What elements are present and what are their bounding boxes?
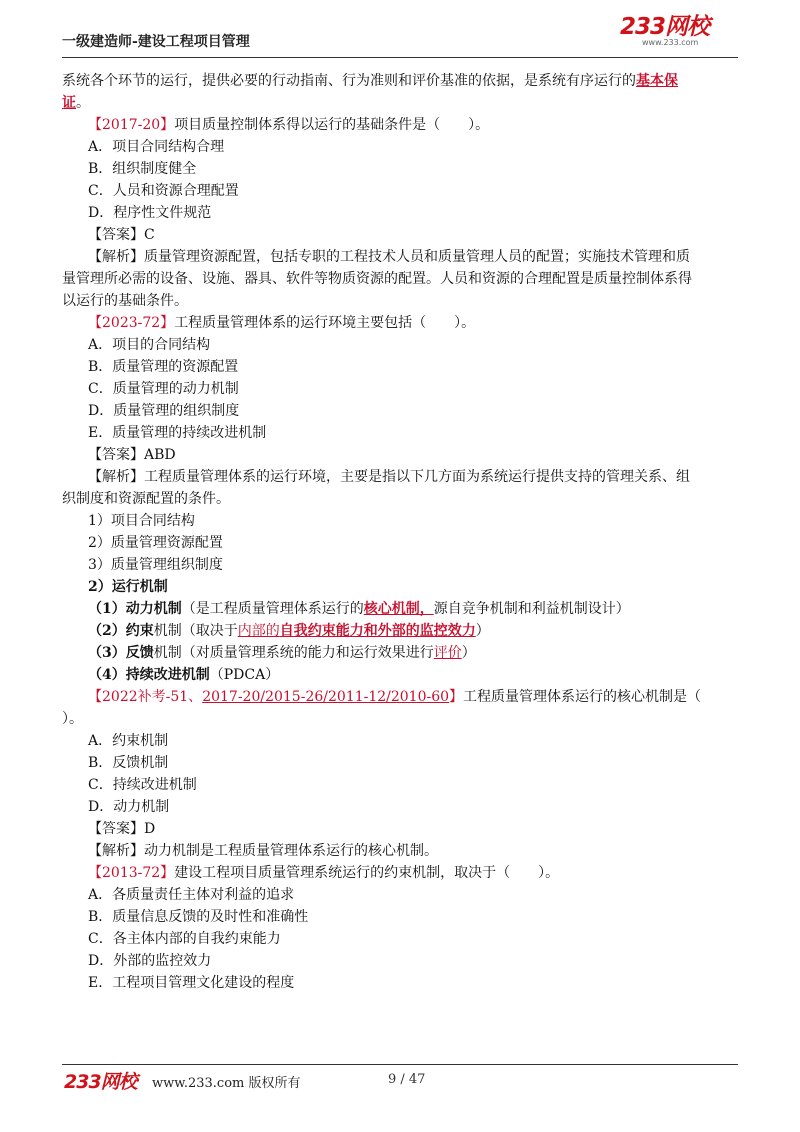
- option: A．项目合同结构合理: [88, 139, 225, 155]
- option: C．持续改进机制: [88, 777, 197, 793]
- section-heading: 2）运行机制: [88, 579, 168, 595]
- highlight: 核心机制，: [363, 601, 434, 617]
- highlight: 评价: [433, 645, 462, 661]
- footer-copyright: www.233.com 版权所有: [152, 1076, 301, 1091]
- question-tag: 2017-20/2015-26/2011-12/2010-60: [202, 689, 450, 705]
- question-stem: 【2017-20】项目质量控制体系得以运行的基础条件是（ ）。: [88, 117, 490, 133]
- logo-url: www.233.com: [642, 38, 699, 47]
- answer: 【答案】C: [88, 227, 155, 243]
- option: B．质量信息反馈的及时性和准确性: [88, 909, 309, 925]
- explanation: 【解析】质量管理资源配置，包括专职的工程技术人员和质量管理人员的配置；实施技术管理和质: [88, 249, 690, 265]
- paragraph-line: 证。: [62, 95, 90, 111]
- question-tag: 【2022补考-51、: [88, 689, 203, 705]
- explanation: 织制度和资源配置的条件。: [62, 491, 230, 507]
- paragraph-line: 系统各个环节的运行，提供必要的行动指南、行为准则和评价基准的依据，是系统有序运行的基本保: [62, 73, 678, 89]
- explanation: 以运行的基础条件。: [62, 293, 188, 309]
- option: A．项目的合同结构: [88, 337, 211, 353]
- list-item: （3）反馈机制（对质量管理系统的能力和运行效果进行评价）: [88, 645, 476, 661]
- option: C．质量管理的动力机制: [88, 381, 239, 397]
- option: D．质量管理的组织制度: [88, 403, 240, 419]
- question-stem: 【2023-72】工程质量管理体系的运行环境主要包括（ ）。: [88, 315, 476, 331]
- list-item: 1）项目合同结构: [88, 513, 195, 529]
- option: B．质量管理的资源配置: [88, 359, 239, 375]
- list-item: 2）质量管理资源配置: [88, 535, 223, 551]
- header-divider: [62, 57, 738, 58]
- page-number: 9 / 47: [388, 1072, 426, 1087]
- list-item: （4）持续改进机制（PDCA）: [88, 667, 280, 683]
- explanation: 【解析】工程质量管理体系的运行环境，主要是指以下几方面为系统运行提供支持的管理关系、组: [88, 469, 690, 485]
- answer: 【答案】ABD: [88, 447, 176, 463]
- footer-divider: [62, 1064, 738, 1065]
- answer: 【答案】D: [88, 821, 156, 837]
- option: B．反馈机制: [88, 755, 169, 771]
- option: A．约束机制: [88, 733, 169, 749]
- list-item: （2）约束机制（取决于内部的自我约束能力和外部的监控效力）: [88, 623, 490, 639]
- question-stem: 【2022补考-51、2017-20/2015-26/2011-12/2010-60】工程质量管理体系运行的核心机制是（: [88, 689, 702, 705]
- highlight: 基本保: [636, 73, 678, 89]
- list-item: （1）动力机制（是工程质量管理体系运行的核心机制，源自竞争机制和利益机制设计）: [88, 601, 630, 617]
- explanation: 量管理所必需的设备、设施、器具、软件等物质资源的配置。人员和资源的合理配置是质量控制体系得: [62, 271, 692, 287]
- question-tag: 【2017-20】: [88, 117, 175, 133]
- logo-text: 233网校: [620, 14, 710, 40]
- question-tag: 【2023-72】: [88, 315, 175, 331]
- brand-logo: [620, 14, 738, 54]
- option: E．工程项目管理文化建设的程度: [88, 975, 295, 991]
- explanation: 【解析】动力机制是工程质量管理体系运行的核心机制。: [88, 843, 438, 859]
- option: E．质量管理的持续改进机制: [88, 425, 267, 441]
- document-body: [62, 70, 738, 994]
- question-stem: ）。: [62, 711, 83, 727]
- option: A．各质量责任主体对利益的追求: [88, 887, 295, 903]
- option: C．各主体内部的自我约束能力: [88, 931, 281, 947]
- question-stem: 【2013-72】建设工程项目质量管理系统运行的约束机制，取决于（ ）。: [88, 865, 560, 881]
- option: B．组织制度健全: [88, 161, 197, 177]
- option: D．程序性文件规范: [88, 205, 212, 221]
- option: D．动力机制: [88, 799, 170, 815]
- highlight: 内部的: [237, 623, 280, 639]
- option: D．外部的监控效力: [88, 953, 212, 969]
- list-item: 3）质量管理组织制度: [88, 557, 223, 573]
- question-tag: 【2013-72】: [88, 865, 175, 881]
- highlight: 证: [62, 95, 76, 111]
- option: C．人员和资源合理配置: [88, 183, 239, 199]
- highlight: 自我约束能力和外部的监控效力: [279, 623, 476, 639]
- header-title: 一级建造师-建设工程项目管理: [62, 34, 250, 50]
- footer-logo: 233网校: [64, 1071, 137, 1093]
